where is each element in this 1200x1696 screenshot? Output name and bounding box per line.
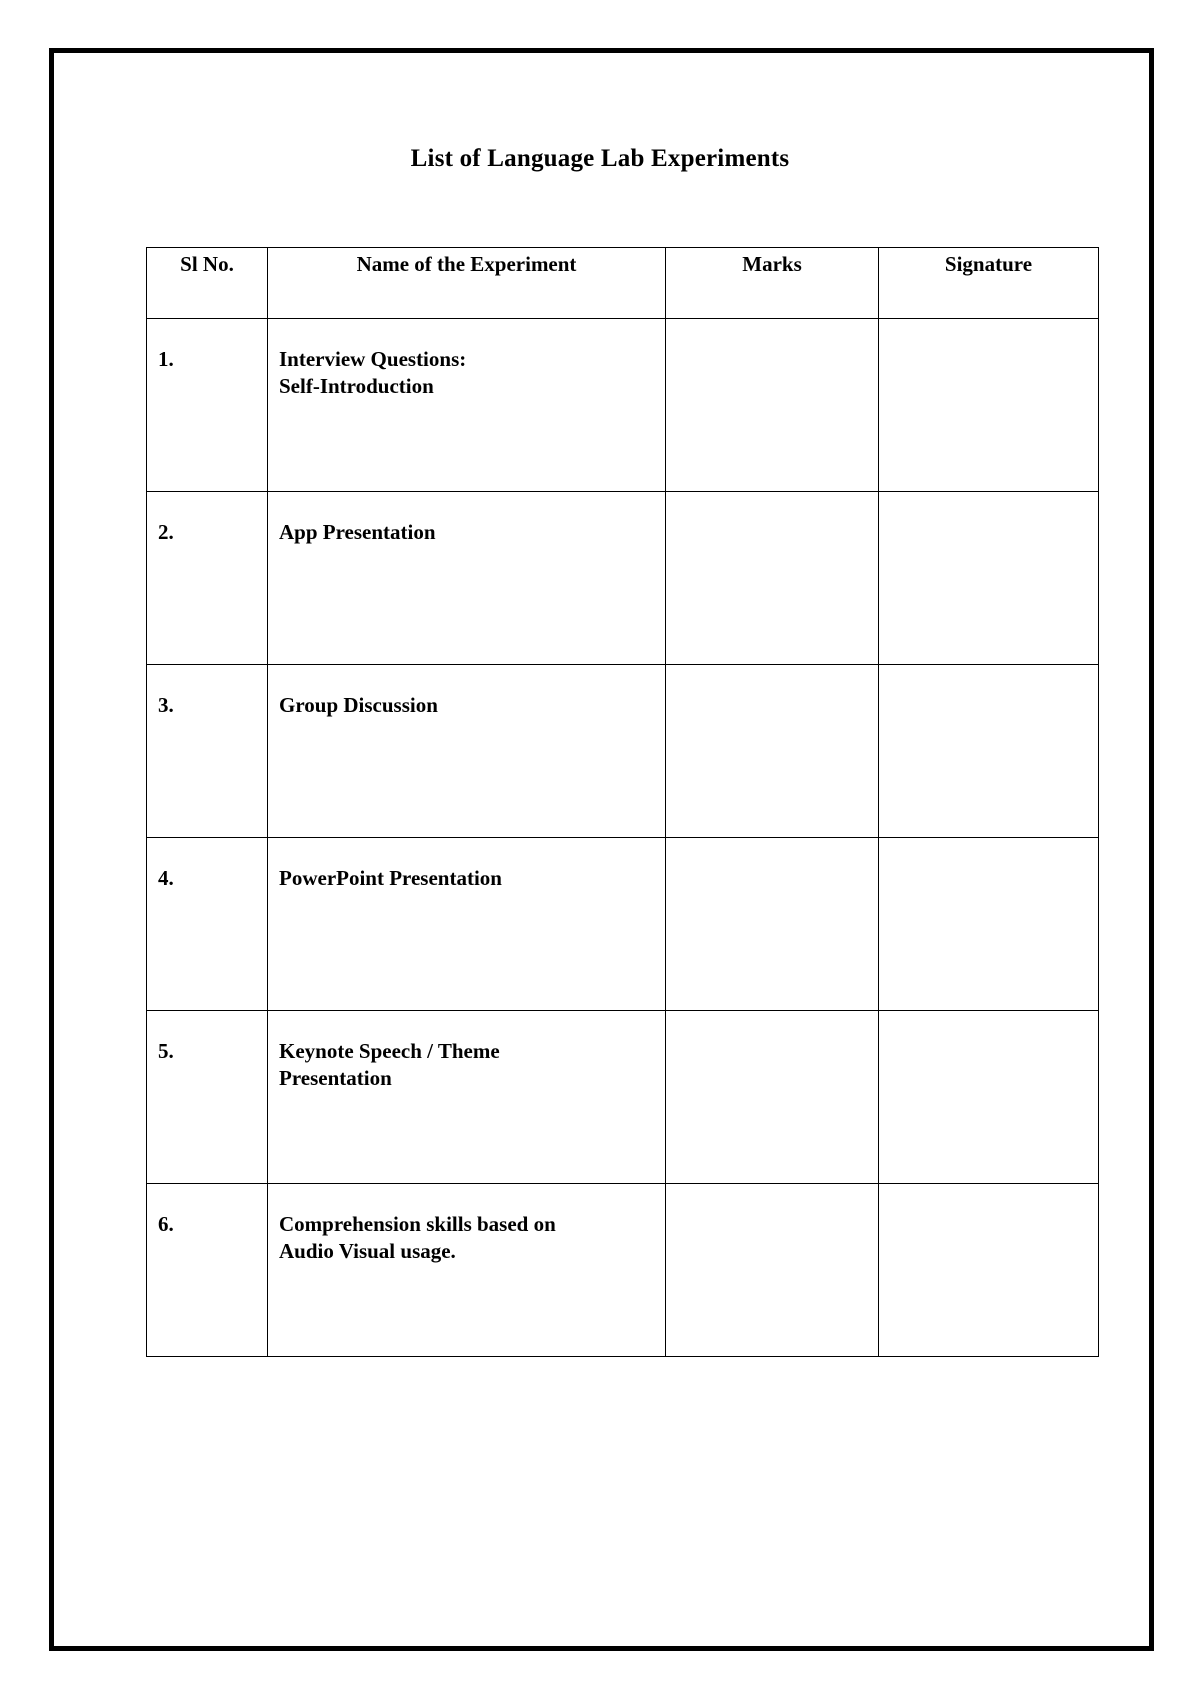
signature-cell bbox=[879, 319, 1099, 492]
header-sl-no: Sl No. bbox=[147, 248, 268, 319]
sl-no-cell: 5. bbox=[147, 1011, 268, 1184]
signature-cell bbox=[879, 1184, 1099, 1357]
experiment-name-cell: Interview Questions: Self-Introduction bbox=[268, 319, 666, 492]
document-title: List of Language Lab Experiments bbox=[410, 145, 790, 172]
marks-cell bbox=[666, 319, 879, 492]
experiment-name-cell: Comprehension skills based on Audio Visual usage. bbox=[268, 1184, 666, 1357]
table-row bbox=[147, 1011, 1099, 1184]
table-row bbox=[147, 665, 1099, 838]
experiment-name-cell: Keynote Speech / Theme Presentation bbox=[268, 1011, 666, 1184]
table-row bbox=[147, 838, 1099, 1011]
header-experiment-name: Name of the Experiment bbox=[268, 248, 666, 319]
sl-no-cell: 2. bbox=[147, 492, 268, 665]
signature-cell bbox=[879, 1011, 1099, 1184]
sl-no-cell: 3. bbox=[147, 665, 268, 838]
header-marks: Marks bbox=[666, 248, 879, 319]
signature-cell bbox=[879, 492, 1099, 665]
header-signature: Signature bbox=[879, 248, 1099, 319]
experiment-name-cell: Group Discussion bbox=[268, 665, 666, 838]
table-row bbox=[147, 492, 1099, 665]
experiment-name-cell: PowerPoint Presentation bbox=[268, 838, 666, 1011]
sl-no-cell: 6. bbox=[147, 1184, 268, 1357]
marks-cell bbox=[666, 492, 879, 665]
experiment-name-cell: App Presentation bbox=[268, 492, 666, 665]
table-row bbox=[147, 319, 1099, 492]
table-row bbox=[147, 1184, 1099, 1357]
marks-cell bbox=[666, 1011, 879, 1184]
marks-cell bbox=[666, 838, 879, 1011]
table-header-row bbox=[147, 248, 1099, 319]
sl-no-cell: 4. bbox=[147, 838, 268, 1011]
marks-cell bbox=[666, 665, 879, 838]
marks-cell bbox=[666, 1184, 879, 1357]
signature-cell bbox=[879, 838, 1099, 1011]
signature-cell bbox=[879, 665, 1099, 838]
experiments-table bbox=[146, 247, 1099, 1357]
sl-no-cell: 1. bbox=[147, 319, 268, 492]
